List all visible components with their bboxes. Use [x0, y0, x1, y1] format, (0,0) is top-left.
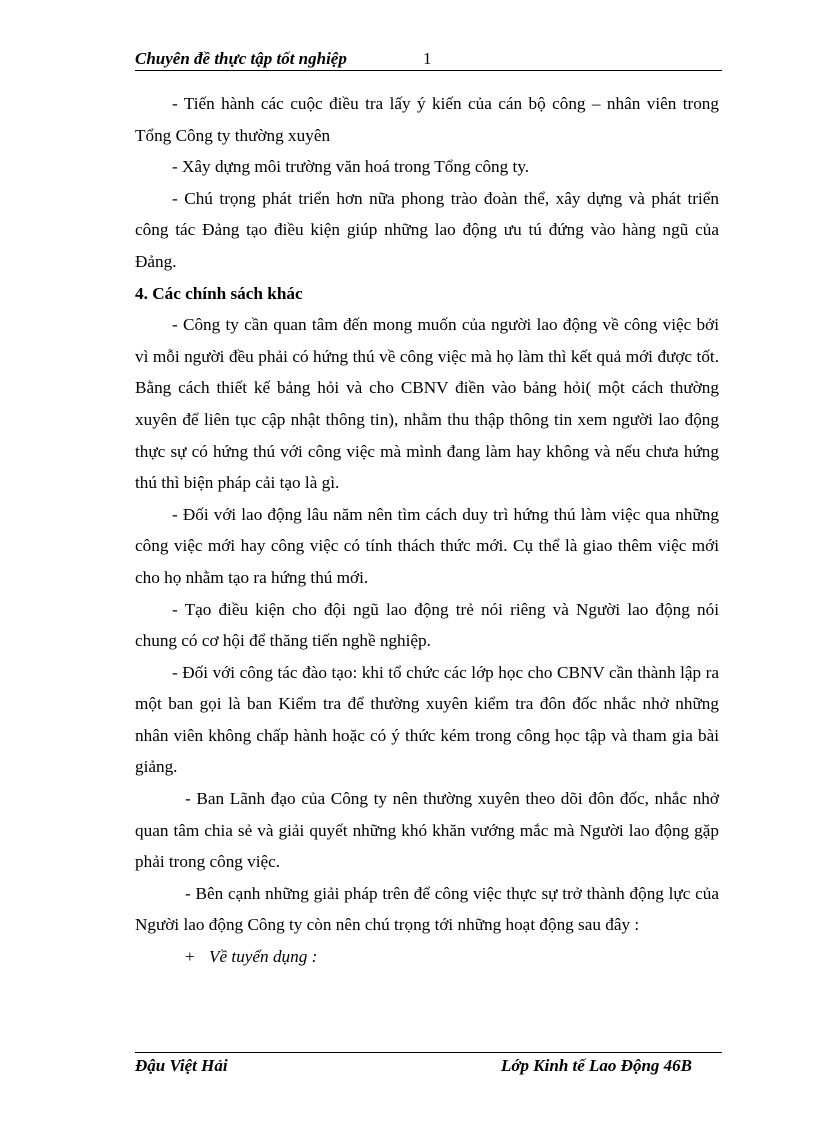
- paragraph-survey: - Tiến hành các cuộc điều tra lấy ý kiến của cán bộ công – nhân viên trong Tổng Công ty thường xuyên: [135, 94, 719, 145]
- page-header: [135, 48, 722, 71]
- paragraph-culture: - Xây dựng môi trường văn hoá trong Tổng công ty.: [172, 157, 530, 177]
- page-number: 1: [423, 49, 432, 68]
- document-body: [135, 88, 719, 973]
- paragraph-solutions: - Bên cạnh những giải pháp trên để công việc thực sự trở thành động lực của Người lao động Công ty còn nên chú trọng tới những hoạt động sau đây :: [135, 883, 719, 935]
- paragraph-young-staff: - Tạo điều kiện cho đội ngũ lao động trẻ nói riêng và Người lao động nói chung có cơ hội để thăng tiến nghề nghiệp.: [135, 599, 719, 651]
- bullet-recruitment-label: Về tuyển dụng :: [209, 947, 318, 967]
- bullet-recruitment: [135, 941, 719, 973]
- paragraph-interest: - Công ty cần quan tâm đến mong muốn của người lao động về công việc bởi vì mỗi người đều phải có hứng thú về công việc mà họ làm thì kết quả mới được tốt. Bằng cách thiết kế bảng hỏi và cho CBNV điền vào bảng hỏi( một cách thường xuyên để liên tục cập nhật thông tin), nhằm thu thập thông tin xem người lao động thực sự có hứng thú với công việc mà mình đang làm hay không và nếu chưa hứng thú thì biện pháp cải tạo là gì.: [135, 315, 719, 493]
- paragraph-union: - Chú trọng phát triển hơn nữa phong trào đoàn thể, xây dựng và phát triển công tác Đảng tạo điều kiện giúp những lao động ưu tú đứng vào hàng ngũ của Đảng.: [135, 188, 719, 271]
- header-title: Chuyên đề thực tập tốt nghiệp: [135, 49, 347, 68]
- paragraph-training: - Đối với công tác đào tạo: khi tổ chức các lớp học cho CBNV cần thành lập ra một ban gọi là ban Kiểm tra để thường xuyên kiểm tra đôn đốc nhắc nhở những nhân viên không chấp hành hoặc có ý thức kém trong công học tập và tham gia bài giảng.: [135, 662, 719, 777]
- plus-sign: +: [185, 947, 195, 967]
- page-footer: [135, 1052, 722, 1077]
- footer-class: Lớp Kinh tế Lao Động 46B: [501, 1056, 692, 1075]
- footer-author: Đậu Việt Hải: [135, 1056, 228, 1075]
- section-heading: 4. Các chính sách khác: [135, 283, 303, 303]
- paragraph-leadership: - Ban Lãnh đạo của Công ty nên thường xuyên theo dõi đôn đốc, nhắc nhở quan tâm chia sẻ và giải quyết những khó khăn vướng mắc mà Người lao động gặp phải trong công việc.: [135, 789, 719, 872]
- paragraph-senior-staff: - Đối với lao động lâu năm nên tìm cách duy trì hứng thú làm việc qua những công việc mới hay công việc có tính thách thức mới. Cụ thể là giao thêm việc mới cho họ nhằm tạo ra hứng thú mới.: [135, 504, 719, 587]
